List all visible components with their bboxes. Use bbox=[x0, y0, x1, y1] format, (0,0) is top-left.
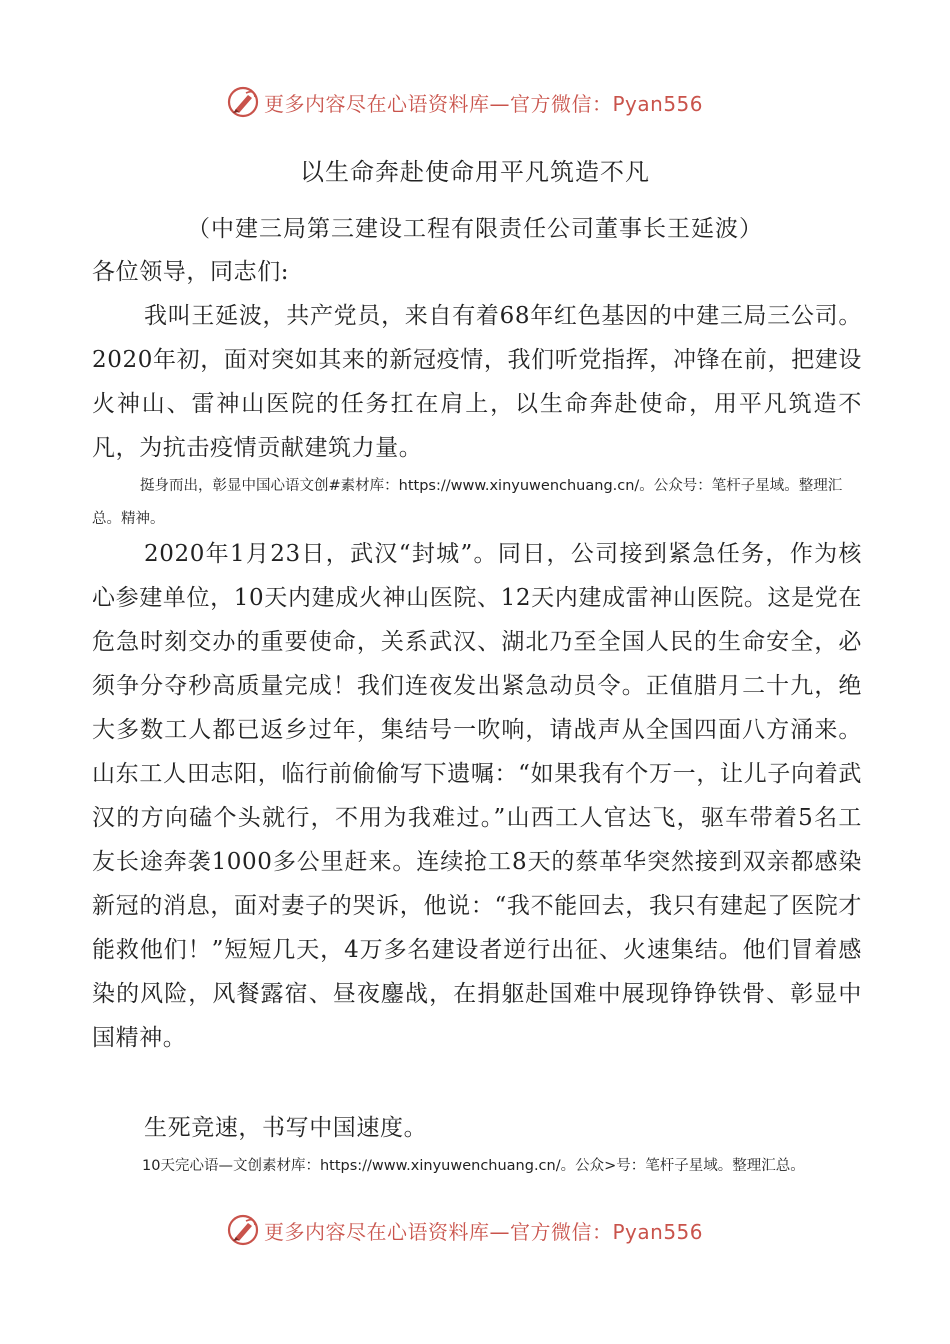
banner-text: 更多内容尽在心语资料库—官方微信：Pyan556 bbox=[264, 1219, 704, 1244]
banner-text: 更多内容尽在心语资料库—官方微信：Pyan556 bbox=[264, 91, 704, 116]
wechat-id: Pyan556 bbox=[612, 91, 704, 116]
salutation: 各位领导，同志们: bbox=[92, 259, 290, 285]
watermark-note: 挺身而出，彰显中国心语文创#素材库：https://www.xinyuwenchuang.cn/。公众号：笔杆子星域。整理汇总。精神。 bbox=[92, 478, 843, 527]
pen-nib-logo-icon bbox=[226, 85, 260, 119]
paragraph: 生死竞速，书写中国速度。 bbox=[144, 1115, 428, 1141]
pen-nib-logo-icon bbox=[226, 1213, 260, 1247]
paragraph: 我叫王延波，共产党员，来自有着68年红色基因的中建三局三公司。2020年初，面对突如其来的新冠疫情，我们听党指挥，冲锋在前，把建设火神山、雷神山医院的任务扛在肩上，以生命奔赴使命，用平凡筑造不凡，为抗击疫情贡献建筑力量。 bbox=[92, 303, 862, 461]
document-subtitle: （中建三局第三建设工程有限责任公司董事长王延波） bbox=[187, 216, 763, 242]
watermark-note: 10天完心语—文创素材库：https://www.xinyuwenchuang.cn/。公众>号：笔杆子星域。整理汇总。 bbox=[142, 1158, 805, 1174]
header-banner bbox=[226, 82, 746, 122]
wechat-id: Pyan556 bbox=[612, 1219, 704, 1244]
document-title: 以生命奔赴使命用平凡筑造不凡 bbox=[300, 158, 650, 186]
footer-banner bbox=[226, 1210, 746, 1250]
paragraph: 2020年1月23日，武汉“封城”。同日，公司接到紧急任务，作为核心参建单位，10天内建成火神山医院、12天内建成雷神山医院。这是党在危急时刻交办的重要使命，关系武汉、湖北乃至全国人民的生命安全，必须争分夺秒高质量完成！我们连夜发出紧急动员令。正值腊月二十九，绝大多数工人都已返乡过年，集结号一吹响，请战声从全国四面八方涌来。山东工人田志阳，临行前偷偷写下遗嘱：“如果我有个万一，让儿子向着武汉的方向磕个头就行，不用为我难过。”山西工人官达飞，驱车带着5名工友长途奔袭1000多公里赶来。连续抢工8天的蔡革华突然接到双亲都感染新冠的消息，面对妻子的哭诉，他说：“我不能回去，我只有建起了医院才能救他们！”短短几天，4万多名建设者逆行出征、火速集结。他们冒着感染的风险，风餐露宿、昼夜鏖战，在捐躯赴国难中展现铮铮铁骨、彰显中国精神。 bbox=[92, 541, 862, 1051]
